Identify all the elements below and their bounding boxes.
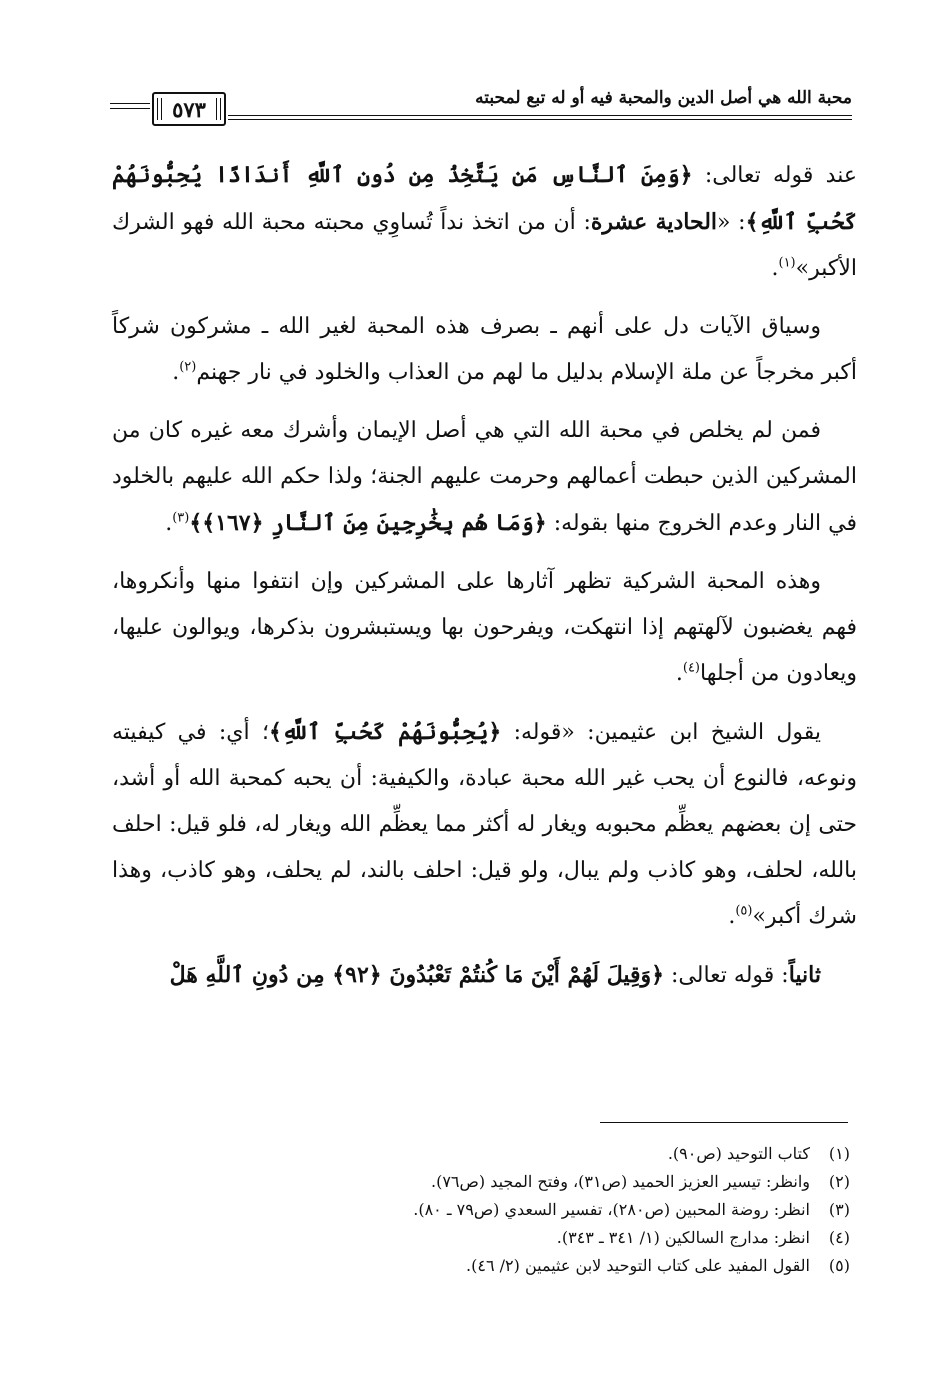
text: . [771,256,779,281]
running-header [110,88,852,128]
text: يقول الشيخ ابن عثيمين: «قوله: [501,720,821,745]
paragraph [112,709,857,940]
paragraph [112,152,857,292]
footnote-separator [600,1122,848,1123]
quran-verse: ﴿يُحِبُّونَهُمْ كَحُبِّ ٱللَّهِ﴾ [268,719,502,745]
footnote-ref: (٥) [735,903,753,919]
text: : قوله تعالى: [664,963,789,988]
bold-term: ثانياً [788,962,821,988]
footnote-text: انظر: روضة المحبين (ص٢٨٠)، تفسير السعدي (ص٧٩ ـ ٨٠). [413,1200,810,1219]
text: . [165,511,173,536]
footnote-number: (١) [828,1144,850,1163]
footnote-ref: (٤) [682,660,700,676]
footnote-text: كتاب التوحيد (ص٩٠). [667,1144,810,1163]
quran-verse: ﴿وَمَا هُم بِخَٰرِجِينَ مِنَ ٱلنَّارِ ﴿١٦٧﴾﴾ [189,510,547,536]
text: . [728,904,736,929]
paragraph [112,559,857,697]
main-text [112,152,857,1092]
footnote-number: (٢) [828,1172,850,1191]
footnote [150,1168,850,1196]
footnote [150,1252,850,1280]
text: : أن من اتخذ نداً تُساوِي محبته محبة الله فهو الشرك الأكبر» [112,210,857,281]
running-title: محبة الله هي أصل الدين والمحبة فيه أو له تبع لمحبته [475,88,852,108]
page-number: ٥٧٣ [172,96,206,122]
header-rule [110,108,150,109]
footnote-number: (٤) [828,1228,850,1247]
footnote-number: (٣) [828,1200,850,1219]
bold-term: الحادية عشرة [590,209,718,235]
header-rule [228,119,852,120]
header-rule [110,103,150,104]
footnote-text: انظر: مدارج السالكين (١/ ٣٤١ ـ ٣٤٣). [556,1228,810,1247]
paragraph [112,408,857,547]
footnote-text: القول المفيد على كتاب التوحيد لابن عثيمين (٢/ ٤٦). [466,1256,810,1275]
footnote [150,1196,850,1224]
quran-verse: ﴿وَقِيلَ لَهُمْ أَيْنَ مَا كُنتُمْ تَعْبُدُونَ ﴿٩٢﴾ مِن دُونِ ٱللَّهِ هَلْ [169,962,665,988]
footnote-ref: (٣) [172,510,190,526]
footnote [150,1224,850,1252]
text: فمن لم يخلص في محبة الله التي هي أصل الإيمان وأشرك معه غيره كان من المشركين الذين حبطت أعمالهم وحرمت عليهم الجنة؛ ولذا حكم الله عليهم بالخلود في النار وعدم الخروج منها بقوله: [112,418,857,536]
text: وهذه المحبة الشركية تظهر آثارها على المشركين وإن انتفوا منها وأنكروها، فهم يغضبون لآلهتهم إذا انتهكت، ويفرحون بها ويستبشرون بذكرها، ويوالون عليها، ويعادون من أجلها [112,569,857,686]
text: وسياق الآيات دل على أنهم ـ بصرف هذه المحبة لغير الله ـ مشركون شركاً أكبر مخرجاً عن ملة الإسلام بدليل ما لهم من العذاب والخلود في نار جهنم [112,314,857,385]
text: . [675,661,683,686]
footnote [150,1140,850,1168]
footnote-ref: (١) [778,255,796,271]
header-rule [228,115,852,116]
page-number-box [152,92,226,126]
text: ؛ أي: في كيفيته ونوعه، فالنوع أن يحب غير الله محبة عبادة، والكيفية: أن يحبه كمحبة الله أو أشد، حتى إن بعضهم يعظِّم محبوبه ويغار له أكثر مما يعظِّم الله ويغار له، فلو قيل: احلف بالله، لحلف، وهو كاذب ولم يبال، ولو قيل: احلف بالند، لم يحلف، وهو كاذب، وهذا شرك أكبر» [112,720,857,929]
text: عند قوله تعالى: [692,163,857,188]
text: . [172,360,180,385]
footnote-number: (٥) [828,1256,850,1275]
paragraph [112,952,857,999]
footnote-text: وانظر: تيسير العزيز الحميد (ص٣١)، وفتح المجيد (ص٧٦). [431,1172,810,1191]
quran-verse: ﴿وَمِنَ ٱلنَّاسِ مَن يَتَّخِذُ مِن دُونِ ٱللَّهِ أَندَادًا يُحِبُّونَهُمْ كَحُبِّ ٱللَّهِ﴾ [112,162,858,235]
text: : « [717,210,746,235]
footnotes [150,1140,850,1280]
footnote-ref: (٢) [179,359,197,375]
paragraph [112,304,857,396]
